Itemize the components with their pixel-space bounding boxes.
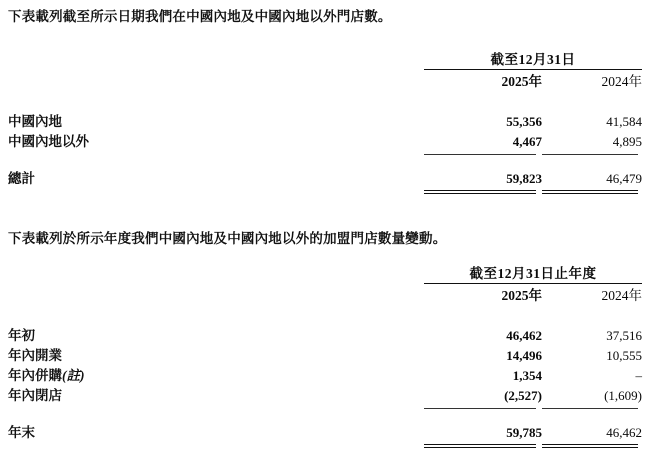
row-value-current: 55,356 — [506, 114, 542, 129]
table-header-years-row — [8, 70, 642, 90]
double-rule-current — [424, 441, 542, 448]
row-label: 中國內地以外 — [8, 134, 89, 149]
row-value-prior: (1,609) — [604, 388, 642, 403]
row-label: 年初 — [8, 328, 35, 343]
store-change-table — [8, 262, 642, 448]
table-header-span-row — [8, 48, 642, 68]
header-year-spacer — [8, 70, 424, 90]
total-label: 年末 — [8, 425, 35, 440]
row-value-prior: 37,516 — [606, 328, 642, 343]
header-year-current: 2025年 — [501, 288, 542, 303]
double-rule-prior — [542, 441, 642, 448]
total-row — [8, 167, 642, 187]
row-value-current: 1,354 — [512, 368, 542, 383]
total-value-current: 59,823 — [506, 171, 542, 186]
store-count-table — [8, 48, 642, 194]
row-label-with-note — [8, 364, 424, 384]
table-row — [8, 364, 642, 384]
row-value-current: 14,496 — [506, 348, 542, 363]
row-label: 年內開業 — [8, 348, 62, 363]
row-label: 年內併購 — [8, 368, 62, 383]
header-year-current: 2025年 — [501, 74, 542, 89]
header-period-label: 截至12月31日止年度 — [469, 266, 597, 281]
row-value-current: 4,467 — [512, 134, 542, 149]
row-value-prior: – — [635, 368, 642, 383]
total-value-current: 59,785 — [506, 425, 542, 440]
row-label: 年內閉店 — [8, 388, 62, 403]
total-value-prior: 46,479 — [606, 171, 642, 186]
row-value-current: (2,527) — [504, 388, 542, 403]
spacer-row — [8, 304, 642, 324]
header-spacer — [8, 262, 424, 282]
row-value-prior: 41,584 — [606, 114, 642, 129]
table-row — [8, 344, 642, 364]
row-value-prior: 10,555 — [606, 348, 642, 363]
table-row — [8, 110, 642, 130]
table-header-span-row — [8, 262, 642, 282]
double-rule-spacer — [8, 187, 424, 194]
header-year-prior: 2024年 — [601, 288, 642, 303]
header-year-spacer — [8, 284, 424, 304]
row-value-current: 46,462 — [506, 328, 542, 343]
spacer-row — [8, 409, 642, 421]
row-label: 中國內地 — [8, 114, 62, 129]
total-row — [8, 421, 642, 441]
double-rule-prior — [542, 187, 642, 194]
table-row — [8, 384, 642, 404]
table-header-years-row — [8, 284, 642, 304]
total-double-rule-row — [8, 187, 642, 194]
row-value-prior: 4,895 — [612, 134, 642, 149]
header-period-label: 截至12月31日 — [490, 52, 576, 67]
double-rule-spacer — [8, 441, 424, 448]
total-label: 總計 — [8, 171, 35, 186]
row-label-note: (註) — [62, 368, 85, 383]
table-row — [8, 130, 642, 150]
total-double-rule-row — [8, 441, 642, 448]
intro-paragraph-2: 下表載列於所示年度我們中國內地及中國內地以外的加盟門店數量變動。 — [8, 231, 447, 246]
header-spacer — [8, 48, 424, 68]
spacer-row — [8, 155, 642, 167]
total-value-prior: 46,462 — [606, 425, 642, 440]
header-year-prior: 2024年 — [601, 74, 642, 89]
intro-paragraph-1: 下表載列截至所示日期我們在中國內地及中國內地以外門店數。 — [8, 9, 392, 24]
table-row — [8, 324, 642, 344]
spacer-row — [8, 90, 642, 110]
double-rule-current — [424, 187, 542, 194]
